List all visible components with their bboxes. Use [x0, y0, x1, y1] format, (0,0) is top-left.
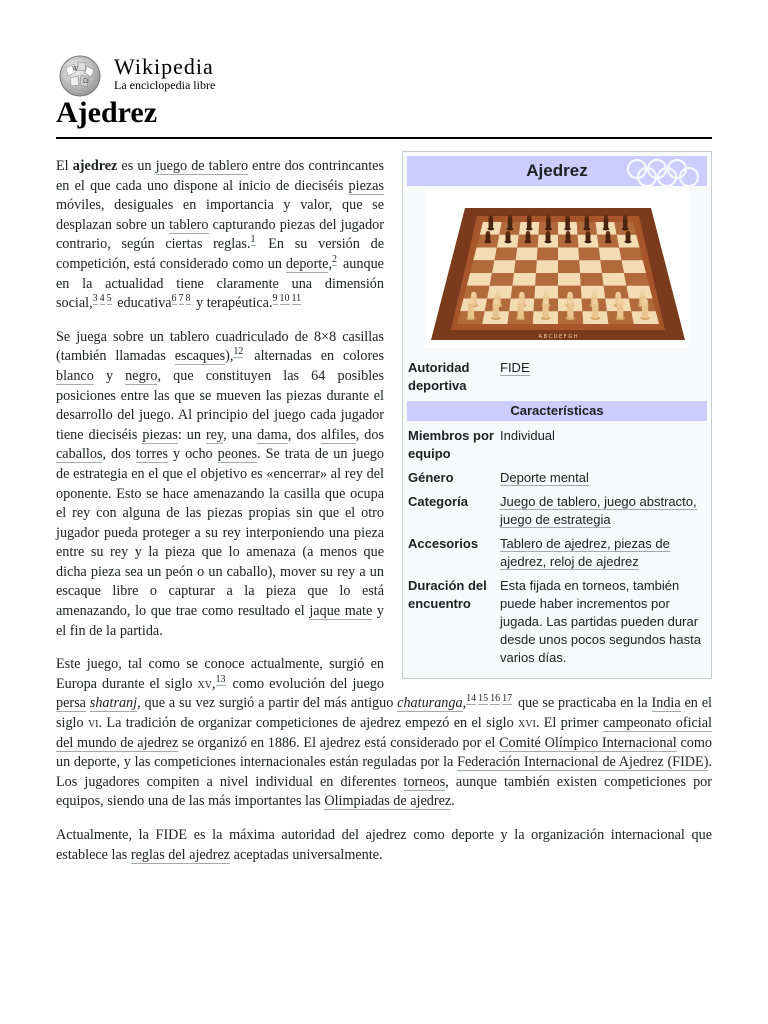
link-peones[interactable]: peones: [217, 446, 258, 463]
site-tagline: La enciclopedia libre: [114, 78, 216, 92]
link-shatranj[interactable]: shatranj: [89, 695, 138, 712]
link-juego-de-tablero[interactable]: juego de tablero: [155, 158, 249, 174]
infobox-value-link[interactable]: FIDE: [500, 360, 530, 375]
link-blanco[interactable]: blanco: [56, 367, 94, 384]
site-wordmark[interactable]: Wikipedia: [114, 54, 214, 79]
infobox-title-text: Ajedrez: [526, 161, 588, 180]
infobox-value-link[interactable]: Juego de tablero, juego abstracto, juego de estrategia: [500, 494, 697, 527]
link-tablero[interactable]: tablero: [169, 216, 209, 233]
link-chaturanga[interactable]: chaturanga: [397, 695, 463, 712]
link-dama[interactable]: dama: [257, 426, 288, 443]
link-coi[interactable]: Comité Olímpico Internacional: [499, 734, 677, 751]
infobox-value-link[interactable]: Tablero de ajedrez, piezas de ajedrez, reloj de ajedrez: [500, 536, 670, 569]
link-olimpiadas[interactable]: Olimpiadas de ajedrez: [324, 793, 452, 810]
reference-link[interactable]: 11: [291, 293, 302, 305]
link-jaque-mate[interactable]: jaque mate: [309, 603, 373, 620]
paragraph-rules: Se juega sobre un tablero cuadriculado de 8×8 casillas (también llamadas escaques),$^{12}$ alternadas en colores blanco y negro, que constituyen las 64 posibles posiciones entre las que se mueven las piezas durante el desarrollo del juego. Al principio del juego cada jugador tiene dieciséis piezas: un rey, una dama, dos alfiles, dos caballos, dos torres y ocho peones. Se trata de un juego de estrategia en el que el objetivo es «encerrar» al rey del oponente. Esto se hace amenazando la casilla que ocupa el rey con alguna de las piezas propias sin que el otro jugador pueda proteger a su rey interponiendo una pieza entre su rey y la pieza que lo amenaza (a menos que dicha pieza sea un peón o un caballo), mover su rey a un escaque libre o capturar a la pieza que lo está amenazando, lo que trae como resultado el jaque mate y el fin de la partida.: [56, 328, 384, 639]
svg-text:A B C D E F G H: A B C D E F G H: [538, 334, 578, 340]
svg-text:Ω: Ω: [83, 78, 88, 85]
reference-link[interactable]: 16: [490, 693, 501, 705]
infobox-value: Esta fijada en torneos, también puede haber incrementos por jugada. Las partidas pueden durar desde unos pocos segundos hasta varios días.: [500, 578, 701, 665]
infobox-section-header: Características: [407, 401, 707, 421]
chessboard-illustration: [425, 188, 691, 348]
link-reglas-del-ajedrez[interactable]: reglas del ajedrez: [130, 846, 231, 863]
reference-link[interactable]: 15: [478, 693, 489, 705]
infobox-label: Categoría: [408, 494, 468, 509]
infobox: [402, 151, 712, 679]
infobox-row-genero: [407, 466, 707, 490]
infobox-label: Duración del encuentro: [408, 578, 487, 611]
svg-text:W: W: [72, 66, 79, 73]
link-piezas[interactable]: piezas: [142, 426, 178, 443]
reference-link[interactable]: 14: [466, 693, 477, 705]
reference-link[interactable]: 2: [332, 253, 338, 265]
title-divider: [56, 137, 712, 139]
link-torneos[interactable]: torneos: [403, 773, 446, 790]
reference-link[interactable]: 4: [99, 293, 105, 305]
reference-link[interactable]: 7: [178, 293, 184, 305]
reference-link[interactable]: 1: [250, 234, 256, 246]
reference-link[interactable]: 6: [171, 293, 177, 305]
reference-link[interactable]: 10: [279, 293, 290, 305]
page-title: Ajedrez: [56, 96, 158, 129]
reference-link[interactable]: 12: [233, 346, 244, 358]
infobox-value-link[interactable]: Deporte mental: [500, 470, 589, 485]
paragraph-fide: Actualmente, la FIDE es la máxima autoridad del ajedrez como deporte y la organización internacional que establece las reglas del ajedrez aceptadas universalmente.: [56, 827, 712, 863]
link-fide[interactable]: Federación Internacional de Ajedrez (FIDE): [457, 754, 709, 771]
bold-term: ajedrez: [72, 158, 118, 174]
link-piezas[interactable]: piezas: [348, 177, 384, 194]
reference-link[interactable]: 5: [106, 293, 112, 305]
wikipedia-globe-icon[interactable]: [56, 54, 104, 98]
link-campeonato-mundial[interactable]: campeonato oficial del mundo de ajedrez: [56, 715, 712, 751]
link-deporte[interactable]: deporte: [285, 255, 329, 272]
paragraph-intro: El ajedrez es un juego de tablero entre dos contrincantes en el que cada uno dispone al inicio de dieciséis piezas móviles, desiguales en importancia y valor, que se desplazan sobre un tablero capturando piezas del jugador contrario, según ciertas reglas.$^1$ En su versión de competición, está considerado como un deporte,$^2$ aunque en la actualidad tiene claramente una dimensión social,$^{3 4 5}$ educativa$^{6 7 8}$ y terapéutica.$^{9 10 11}$: [56, 158, 384, 312]
link-alfiles[interactable]: alfiles: [321, 426, 356, 443]
infobox-row-categoria: [407, 490, 707, 532]
infobox-label: Género: [408, 470, 454, 485]
olympic-rings-icon: [623, 158, 705, 186]
century-numeral: xv: [197, 675, 212, 692]
infobox-row-accesorios: [407, 532, 707, 574]
link-persa[interactable]: persa: [56, 695, 86, 712]
infobox-label: Autoridad deportiva: [408, 360, 470, 393]
reference-link[interactable]: 3: [92, 293, 98, 305]
link-escaques[interactable]: escaques: [174, 348, 226, 365]
link-negro[interactable]: negro: [125, 367, 158, 384]
reference-link[interactable]: 9: [272, 293, 278, 305]
infobox-label: Accesorios: [408, 536, 479, 551]
infobox-value: Individual: [500, 428, 555, 443]
infobox-row-autoridad: [407, 356, 707, 398]
infobox-title: [407, 156, 707, 186]
article-body: [56, 157, 712, 879]
infobox-row-duracion: [407, 574, 707, 670]
reference-link[interactable]: 17: [502, 693, 513, 705]
infobox-row-miembros: [407, 424, 707, 466]
link-caballos[interactable]: caballos: [56, 446, 103, 463]
chessboard-image[interactable]: [425, 188, 689, 348]
century-numeral: vi: [87, 715, 99, 732]
link-rey[interactable]: rey: [205, 426, 224, 443]
reference-link[interactable]: 8: [185, 293, 191, 305]
century-numeral: xvi: [518, 715, 536, 732]
link-india[interactable]: India: [651, 695, 681, 712]
link-torres[interactable]: torres: [135, 446, 169, 463]
paragraph-history: Este juego, tal como se conoce actualmente, surgió en Europa durante el siglo xv,$^{13}$ como evolución del juego persa shatranj, que a su vez surgió a partir del más antiguo chaturanga,$^{14 15 16 17}$ que se practicaba en la India en el siglo vi. La tradición de organizar competiciones de ajedrez empezó en el siglo xvi. El primer campeonato oficial del mundo de ajedrez se organizó en 1886. El ajedrez está considerado por el Comité Olímpico Internacional como un deporte, y las competiciones internacionales están reguladas por la Federación Internacional de Ajedrez (FIDE). Los jugadores compiten a nivel individual en diferentes torneos, aunque también existen competiciones por equipos, siendo una de las más importantes las Olimpiadas de ajedrez.: [56, 656, 713, 810]
reference-link[interactable]: 13: [215, 673, 226, 685]
infobox-label: Miembros por equipo: [408, 428, 494, 461]
